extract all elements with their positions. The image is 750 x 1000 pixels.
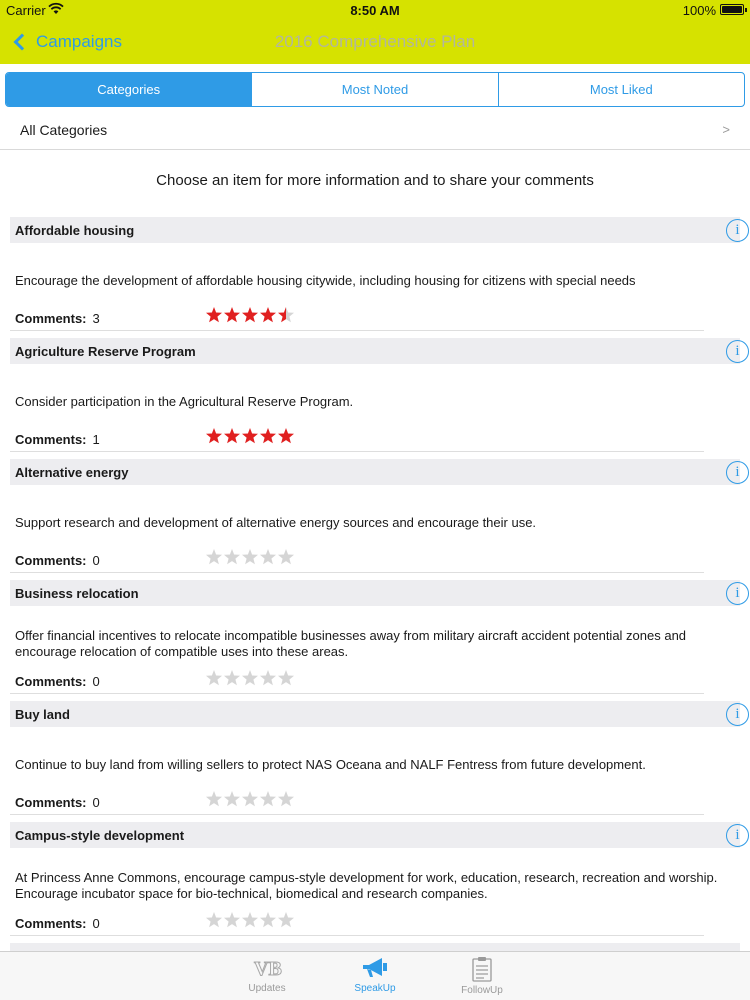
comments-label: Comments: xyxy=(15,674,87,689)
info-icon[interactable]: i xyxy=(726,824,749,847)
star-empty-icon xyxy=(223,911,241,929)
list-item[interactable] xyxy=(0,580,750,701)
star-half-icon xyxy=(277,306,295,324)
item-comments xyxy=(15,553,100,568)
info-icon[interactable]: i xyxy=(726,219,749,242)
item-comments xyxy=(15,674,100,689)
item-header xyxy=(10,580,740,606)
header-bar xyxy=(0,0,750,64)
item-description: Continue to buy land from willing sellers to protect NAS Oceana and NALF Fentress from future development. xyxy=(15,757,646,772)
info-icon[interactable]: i xyxy=(726,340,749,363)
item-comments xyxy=(15,311,100,326)
star-empty-icon xyxy=(223,669,241,687)
item-title: Business relocation xyxy=(15,586,139,601)
divider xyxy=(10,935,704,936)
tab-bar xyxy=(0,951,750,1000)
star-empty-icon xyxy=(277,911,295,929)
carrier-label: Carrier xyxy=(6,3,46,18)
info-icon[interactable]: i xyxy=(726,582,749,605)
list-item[interactable] xyxy=(0,338,750,459)
star-empty-icon xyxy=(259,911,277,929)
star-empty-icon xyxy=(259,790,277,808)
star-empty-icon xyxy=(277,790,295,808)
star-filled-icon xyxy=(205,306,223,324)
divider xyxy=(10,693,704,694)
divider xyxy=(10,330,704,331)
star-empty-icon xyxy=(241,669,259,687)
list-item[interactable] xyxy=(0,701,750,822)
item-header xyxy=(10,822,740,848)
star-rating[interactable] xyxy=(205,911,295,929)
comments-count: 0 xyxy=(92,916,100,931)
info-icon[interactable]: i xyxy=(726,461,749,484)
comments-label: Comments: xyxy=(15,916,87,931)
comments-count: 3 xyxy=(92,311,100,326)
star-empty-icon xyxy=(205,548,223,566)
segment-categories[interactable]: Categories xyxy=(6,73,251,106)
item-description: Encourage the development of affordable housing citywide, including housing for citizens with special needs xyxy=(15,273,636,288)
star-rating[interactable] xyxy=(205,790,295,808)
page-title: 2016 Comprehensive Plan xyxy=(274,32,476,51)
status-bar xyxy=(0,0,750,20)
comments-count: 0 xyxy=(92,553,100,568)
tab-followup[interactable] xyxy=(437,952,527,1000)
star-filled-icon xyxy=(205,427,223,445)
divider xyxy=(10,451,704,452)
clock-label: 8:50 AM xyxy=(350,3,400,18)
item-description: Offer financial incentives to relocate incompatible businesses away from military aircraft accident potential zones and encourage relocation of compatible uses into these areas. xyxy=(15,628,687,659)
star-filled-icon xyxy=(241,306,259,324)
item-comments xyxy=(15,916,100,931)
svg-text:VB: VB xyxy=(254,958,282,980)
star-filled-icon xyxy=(241,427,259,445)
item-title: Agriculture Reserve Program xyxy=(15,344,196,359)
star-empty-icon xyxy=(241,790,259,808)
megaphone-icon xyxy=(360,956,390,980)
item-title: Affordable housing xyxy=(15,223,135,238)
comments-label: Comments: xyxy=(15,553,87,568)
comments-count: 0 xyxy=(92,795,100,810)
item-header xyxy=(10,701,740,727)
tab-followup-label: FollowUp xyxy=(461,985,503,996)
star-empty-icon xyxy=(205,790,223,808)
category-filter-label: All Categories xyxy=(20,122,108,138)
segmented-control xyxy=(5,72,745,107)
item-description: At Princess Anne Commons, encourage campus-style development for work, education, research, recreation and worship. Encourage incubator space for bio-technical, biomedical and research companies. xyxy=(15,870,718,901)
divider xyxy=(10,572,704,573)
battery-icon xyxy=(720,4,744,15)
star-empty-icon xyxy=(277,669,295,687)
star-filled-icon xyxy=(259,427,277,445)
clipboard-icon xyxy=(467,956,497,982)
category-list xyxy=(0,217,750,943)
comments-label: Comments: xyxy=(15,795,87,810)
segment-most-liked[interactable]: Most Liked xyxy=(498,73,744,106)
star-filled-icon xyxy=(223,427,241,445)
info-icon[interactable]: i xyxy=(726,703,749,726)
item-description: Consider participation in the Agricultural Reserve Program. xyxy=(15,394,354,409)
item-header xyxy=(10,217,740,243)
category-filter-row[interactable] xyxy=(0,112,750,150)
star-empty-icon xyxy=(241,548,259,566)
star-filled-icon xyxy=(277,427,295,445)
star-filled-icon xyxy=(259,306,277,324)
star-empty-icon xyxy=(223,548,241,566)
star-empty-icon xyxy=(223,790,241,808)
item-title: Buy land xyxy=(15,707,70,722)
back-button-label: Campaigns xyxy=(36,32,122,51)
divider xyxy=(10,814,704,815)
segment-most-noted[interactable]: Most Noted xyxy=(251,73,497,106)
item-title: Alternative energy xyxy=(15,465,129,480)
comments-label: Comments: xyxy=(15,311,87,326)
star-empty-icon xyxy=(259,548,277,566)
navigation-bar xyxy=(0,22,750,62)
star-empty-icon xyxy=(277,548,295,566)
comments-count: 1 xyxy=(92,432,100,447)
star-rating[interactable] xyxy=(205,306,295,324)
battery-percent: 100% xyxy=(682,3,716,18)
list-item[interactable] xyxy=(0,217,750,338)
tab-updates[interactable] xyxy=(222,952,312,1000)
tab-speakup[interactable] xyxy=(330,952,420,1000)
item-header xyxy=(10,338,740,364)
tab-speakup-label: SpeakUp xyxy=(354,983,396,994)
comments-label: Comments: xyxy=(15,432,87,447)
star-empty-icon xyxy=(259,669,277,687)
item-header xyxy=(10,459,740,485)
item-comments xyxy=(15,432,100,447)
star-rating[interactable] xyxy=(205,548,295,566)
tab-updates-label: Updates xyxy=(248,983,286,994)
star-filled-icon xyxy=(223,306,241,324)
star-empty-icon xyxy=(241,911,259,929)
item-title: Campus-style development xyxy=(15,828,185,843)
star-rating[interactable] xyxy=(205,427,295,445)
list-item[interactable] xyxy=(0,459,750,580)
list-item[interactable] xyxy=(0,822,750,943)
item-comments xyxy=(15,795,100,810)
vb-logo-icon xyxy=(252,956,282,980)
star-empty-icon xyxy=(205,669,223,687)
comments-count: 0 xyxy=(92,674,100,689)
chevron-right-icon: > xyxy=(722,122,730,137)
instruction-text: Choose an item for more information and to share your comments xyxy=(156,172,594,189)
star-empty-icon xyxy=(205,911,223,929)
item-description: Support research and development of alternative energy sources and encourage their use. xyxy=(15,515,537,530)
star-rating[interactable] xyxy=(205,669,295,687)
